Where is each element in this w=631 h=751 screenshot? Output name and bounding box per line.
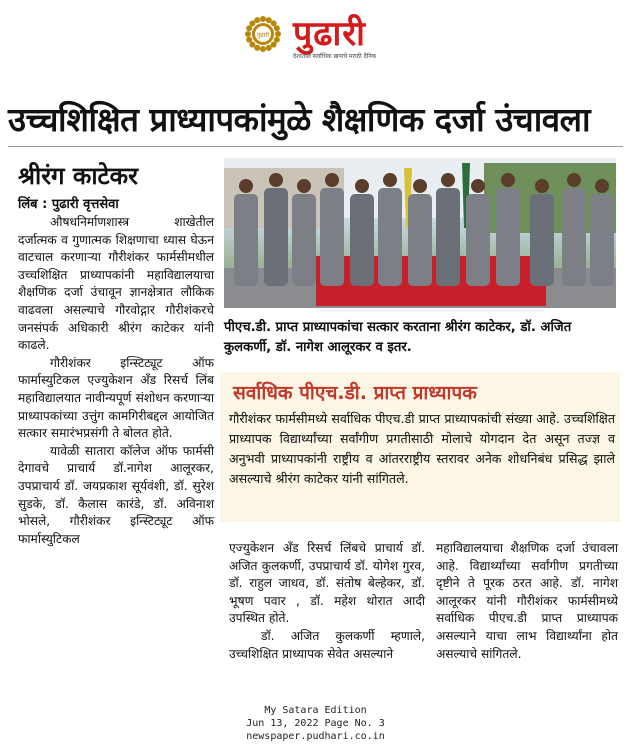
paragraph: गौरीशंकर इन्स्टिट्यूट ऑफ फार्मास्युटिकल एज्युकेशन अँड रिसर्च लिंब महाविद्यालयात नावीन्यपूर्ण संशोधन करणाऱ्या प्राध्यापकांच्या उत्तुंग कामगिरीबद्दल आयोजित सत्कार समारंभप्रसंगी ते बोलत होते. <box>18 355 214 441</box>
emblem-text: पुढारी <box>256 32 270 39</box>
paragraph: महाविद्यालयाचा शैक्षणिक दर्जा उंचावला आहे. विद्यार्थ्यांच्या सर्वांगीण प्रगतीच्या दृष्टीने ते पूरक ठरत आहे. डॉ. नागेश आलूरकर यांनी गौरीशंकर फार्मसीमध्ये सर्वाधिक पीएच.डी प्राप्त प्राध्यापक असल्याने याचा लाभ विद्यार्थ्यांना होत असल्याचे सांगितले. <box>436 541 618 661</box>
article-column-middle <box>229 540 425 663</box>
site-link[interactable]: newspaper.pudhari.co.in <box>246 731 385 742</box>
dateline: लिंब : पुढारी वृत्तसेवा <box>18 197 119 212</box>
masthead-logo[interactable]: पुढारी <box>293 14 366 54</box>
article-column-left <box>18 214 214 548</box>
event-photo <box>224 158 616 308</box>
highlight-box-text: गौरीशंकर फार्मसीमध्ये सर्वाधिक पीएच.डी प्राप्त प्राध्यापकांची संख्या आहे. उच्चशिक्षित प्राध्यापक विद्यार्थ्यांच्या सर्वांगीण प्रगतीसाठी मोलाचे योगदान देत असून तज्ज्ञ व अनुभवी प्राध्यापकांनी राष्ट्रीय व आंतरराष्ट्रीय स्तरावर अनेक शोधनिबंध प्रसिद्ध झाले असल्याचे श्रीरंग काटेकर यांनी सांगितले. <box>229 411 615 486</box>
paragraph: डॉ. अजित कुलकर्णी म्हणाले, उच्चशिक्षित प्राध्यापक सेवेत असल्याने <box>229 628 425 661</box>
article-headline: उच्चशिक्षित प्राध्यापकांमुळे शैक्षणिक दर्जा उंचावला <box>8 100 591 139</box>
paragraph: यावेळी सातारा कॉलेज ऑफ फार्मसी देगावचे प्राचार्य डॉ.नागेश आलूरकर, उपप्राचार्य डॉ. जयप्रकाश सूर्यवंशी, डॉ. सुरेश सुडके, डॉ. कैलास कारंडे, डॉ. अविनाश भोसले, गौरीशंकर इन्स्टिट्यूट ऑफ फार्मास्युटिकल <box>18 443 214 546</box>
article-column-right <box>436 540 618 663</box>
page-footer <box>0 704 631 743</box>
masthead-tagline: देशातील सर्वाधिक खपाचे मराठी दैनिक <box>293 53 377 60</box>
highlight-box-title: सर्वाधिक पीएच.डी. प्राप्त प्राध्यापक <box>233 382 477 404</box>
date-page-label: Jun 13, 2022 Page No. 3 <box>246 718 385 729</box>
headline-divider <box>8 146 623 147</box>
edition-label: My Satara Edition <box>264 705 367 716</box>
author-byline: श्रीरंग काटेकर <box>18 162 138 190</box>
paragraph: औषधनिर्माणशास्त्र शाखेतील दर्जात्मक व गुणात्मक शिक्षणाचा ध्यास घेऊन वाटचाल करणाऱ्या गौरीशंकर फार्मसीमधील उच्चशिक्षित प्राध्यापकांनी महाविद्यालयाचा शैक्षणिक दर्जा उंचावून ज्ञानक्षेत्रात लौकिक वाढवला असल्याचे गौरवोद्गार गौरीशंकरचे जनसंपर्क अधिकारी श्रीरंग काटेकर यांनी काढले. <box>18 215 214 353</box>
photo-caption: पीएच.डी. प्राप्त प्राध्यापकांचा सत्कार करताना श्रीरंग काटेकर, डॉ. अजित कुलकर्णी, डॉ. नागेश आलूरकर व इतर. <box>224 320 572 355</box>
paragraph: एज्युकेशन अँड रिसर्च लिंबचे प्राचार्य डॉ. अजित कुलकर्णी, उपप्राचार्य डॉ. योगेश गुरव, डॉ. राहुल जाधव, डॉ. संतोष बेल्हेकर, डॉ. भूषण पवार , डॉ. महेश थोरात आदी उपस्थित होते. <box>229 541 425 626</box>
sun-emblem-icon <box>243 14 283 54</box>
